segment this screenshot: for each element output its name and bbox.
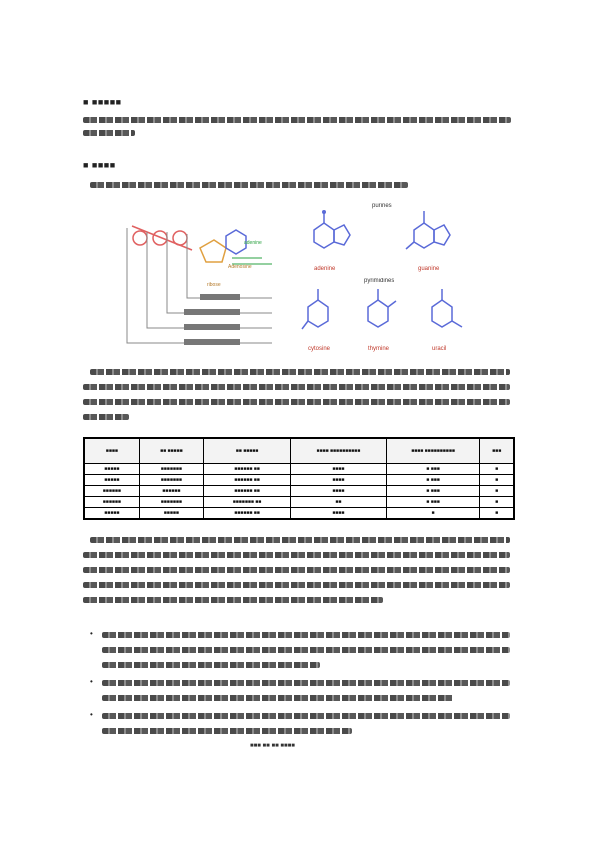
- molecule-name: thymine: [368, 346, 390, 352]
- molecule-guanine: [404, 205, 454, 272]
- table-cell: ■■■■■: [84, 464, 139, 475]
- data-table: [83, 437, 515, 520]
- paragraph-line: [83, 597, 383, 603]
- table-cell: ■■■■■■ ■■: [204, 486, 291, 497]
- structure-label-ribose: ribose: [207, 282, 221, 288]
- table-cell: ■■■■■■■: [139, 475, 203, 486]
- table-row: [84, 497, 514, 508]
- bullet-line: [102, 647, 510, 653]
- table-cell: ■■■■■■■ ■■: [204, 497, 291, 508]
- section-2-title: ■ ■■■■: [83, 160, 116, 170]
- nucleotide-diagram: [122, 208, 282, 348]
- table-cell: ■■■■: [291, 475, 387, 486]
- column-header: ■■ ■■■■■: [139, 438, 203, 464]
- table-row: [84, 475, 514, 486]
- table-cell: ■ ■■■: [386, 486, 480, 497]
- table-header-row: [84, 438, 514, 464]
- table-cell: ■ ■■■: [386, 497, 480, 508]
- molecule-name: uracil: [432, 346, 447, 352]
- table-cell: ■■■■■■ ■■: [204, 475, 291, 486]
- paragraph-line: [83, 582, 510, 588]
- thymine-structure-icon: [360, 285, 400, 345]
- table-row: [84, 508, 514, 520]
- paragraph-line: [83, 399, 510, 405]
- guanine-structure-icon: [404, 205, 454, 265]
- table-cell: ■■■■■■■: [139, 464, 203, 475]
- structure-label-adenine: adenine: [244, 240, 262, 246]
- adenine-structure-icon: [304, 205, 354, 265]
- table-cell: ■■■■: [291, 508, 387, 520]
- purines-label: purines: [372, 203, 392, 209]
- table-cell: ■■■■■■: [84, 497, 139, 508]
- table-cell: ■■■■■■: [84, 486, 139, 497]
- column-header: ■■■: [480, 438, 514, 464]
- table-cell: ■■■■■■ ■■: [204, 464, 291, 475]
- table-cell: ■: [386, 508, 480, 520]
- column-header: ■■■■ ■■■■■■■■■■: [386, 438, 480, 464]
- molecule-name: guanine: [418, 266, 440, 272]
- table-cell: ■■■■■: [84, 475, 139, 486]
- table-cell: ■ ■■■: [386, 464, 480, 475]
- molecule-uracil: [420, 285, 470, 352]
- table-cell: ■■■■: [291, 486, 387, 497]
- paragraph-line: [83, 567, 510, 573]
- bullet-line: [102, 713, 510, 719]
- bullet-marker: •: [90, 677, 93, 686]
- molecule-adenine: [304, 205, 354, 272]
- column-header: ■■ ■■■■■: [204, 438, 291, 464]
- cytosine-structure-icon: [300, 285, 340, 345]
- paragraph-line: [90, 182, 408, 188]
- column-header: ■■■■ ■■■■■■■■■■: [291, 438, 387, 464]
- bullet-line: [102, 728, 352, 734]
- bullet-line: [102, 662, 320, 668]
- molecule-thymine: [360, 285, 400, 352]
- column-header: ■■■■: [84, 438, 139, 464]
- table-row: [84, 486, 514, 497]
- paragraph-line: [83, 117, 511, 123]
- page-footer: ■■■ ■■ ■■ ■■■■: [250, 743, 295, 749]
- molecule-name: adenine: [314, 266, 336, 272]
- bullet-line: [102, 632, 510, 638]
- pyrimidines-label: pyrimidines: [364, 278, 395, 284]
- paragraph-line: [83, 552, 510, 558]
- uracil-structure-icon: [420, 285, 470, 345]
- table-cell: ■: [480, 508, 514, 520]
- structure-label-adenosine: Adenosine: [228, 264, 252, 270]
- table-cell: ■: [480, 486, 514, 497]
- table-row: [84, 464, 514, 475]
- table-cell: ■■: [291, 497, 387, 508]
- table-cell: ■■■■■■: [139, 486, 203, 497]
- table-cell: ■: [480, 464, 514, 475]
- molecule-name: cytosine: [308, 346, 331, 352]
- bullet-line: [102, 680, 510, 686]
- paragraph-line: [90, 369, 510, 375]
- paragraph-line: [83, 384, 510, 390]
- paragraph-line: [90, 537, 510, 543]
- paragraph-line: [83, 414, 129, 420]
- paragraph-line: [83, 130, 135, 136]
- bullet-line: [102, 695, 454, 701]
- nucleotide-structure-svg: [122, 208, 282, 348]
- molecule-cytosine: [300, 285, 340, 352]
- section-1-title: ■ ■■■■■: [83, 97, 122, 107]
- table-cell: ■: [480, 497, 514, 508]
- bullet-marker: •: [90, 710, 93, 719]
- table-cell: ■ ■■■: [386, 475, 480, 486]
- bullet-marker: •: [90, 629, 93, 638]
- table-cell: ■■■■: [291, 464, 387, 475]
- table-cell: ■: [480, 475, 514, 486]
- table-cell: ■■■■■■■: [139, 497, 203, 508]
- table-cell: ■■■■■: [139, 508, 203, 520]
- table-cell: ■■■■■: [84, 508, 139, 520]
- table-cell: ■■■■■■ ■■: [204, 508, 291, 520]
